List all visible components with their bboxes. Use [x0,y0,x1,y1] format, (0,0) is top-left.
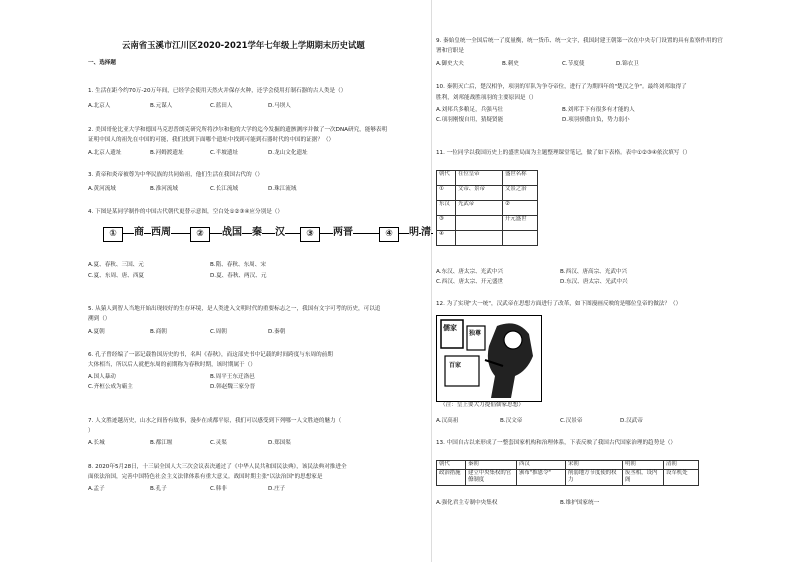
timeline-blank-3: ③ [300,227,320,242]
timeline-liangjin: 两晋 [333,227,353,238]
q4-option-a: A.夏、春秋、三国、元 [88,262,144,268]
q11-table [436,170,538,246]
cartoon-label-ru: 儒家 [443,324,457,332]
q3-option-c: C.长江流域 [210,186,239,192]
q11-table-cell [503,231,538,246]
q3-option-a: A.黄河流域 [88,186,116,192]
q9-option-c: C.节度使 [562,61,585,67]
question-4: 4. 下图是某同学制作的中国古代朝代更替示意图，空白处①②③④应分别是（） [88,209,283,215]
q11-table-cell [456,231,503,246]
q11-table-row [437,186,538,201]
q11-table-cell: 朝代 [437,171,456,186]
q13-table-cell: 宋朝 [566,461,623,470]
q12-option-b: B.汉文帝 [500,418,523,424]
q13-table-cell: 设军机处 [664,470,699,486]
q13-table-row [437,461,699,470]
q9-option-d: D.锦衣卫 [616,61,639,67]
q9-option-b: B.刺史 [502,61,519,67]
q11-table-row [437,231,538,246]
q12-option-c: C.汉景帝 [560,418,583,424]
q13-table-cell: 朝代 [437,461,466,470]
q1-option-c: C.蓝田人 [210,103,233,109]
q11-table-cell: 盛世名称 [503,171,538,186]
q6-option-b: B.周平王东迁洛邑 [210,374,255,380]
q10-option-a: A.刘邦兵多粮足，兵强马壮 [436,107,504,113]
q13-option-b: B.维护国家统一 [560,500,600,506]
column-divider [431,0,432,562]
question-11: 11. 一位同学以我国历史上的盛世局面为主题整理课堂笔记，做了如下表格。表中①②③④依次填写（） [436,150,691,156]
question-2-line2: 证明中国人的祖先在中国的可能，我们找到下面哪个遗址中找到可能到石器时代的中国的证据？（） [88,137,335,143]
timeline-shang: 商 [134,227,144,238]
q1-option-a: A.北京人 [88,103,111,109]
q13-table-cell: 颁布"推恩令" [517,470,566,486]
question-9-line1: 9. 秦始皇统一全国后统一了度量衡，统一货币、统一文字，我国封建王朝第一次在中央专门设置的具有监察作用的官 [436,38,723,44]
q5-option-d: D.秦朝 [268,329,286,335]
q1-option-b: B.元谋人 [150,103,173,109]
q6-option-d: D.韩赵魏三家分晋 [210,384,256,390]
question-13: 13. 中国自古以来形成了一整套国家机构和治理体系，下表反映了我国古代国家治理的趋势是（） [436,440,677,446]
q2-option-d: D.龙山文化遗址 [268,150,308,156]
question-8-line2: 面依法治国，完善中国特色社会主义法律体系有重大意义。战国时期主张"以法治国"的思想家是 [88,474,323,480]
q8-option-b: B.孔子 [150,486,167,492]
q11-table-cell: 文景之治 [503,186,538,201]
question-10-line2: 胜利，刘邦能战胜项羽的主要原因是（） [436,95,537,101]
q13-option-a: A.强化君主专制中央集权 [436,500,498,506]
q13-table-cell: 明朝 [623,461,664,470]
q11-option-c: C.西汉、唐太宗、开元盛世 [436,279,504,285]
q3-option-d: D.珠江流域 [268,186,297,192]
question-6-line2: 大体相当，所以后人就把东周的前期称为春秋时期，该时期属于（） [88,362,256,368]
emperor-face [504,331,522,349]
q13-table-cell: 西汉 [517,461,566,470]
q8-option-d: D.庄子 [268,486,286,492]
q13-table-cell: 废丞相，设内阁 [623,470,664,486]
exam-title: 云南省玉溪市江川区2020-2021学年七年级上学期期末历史试题 [122,40,365,50]
q11-table-cell: 在位皇帝 [456,171,503,186]
question-7-line2: ） [88,428,94,434]
question-6-line1: 6. 孔子曾经编了一部记载鲁国历史的书，名叫《春秋》，而这部史书中记载的时间跨度与东周的前期 [88,352,333,358]
timeline-qing: 清 [421,227,431,238]
q2-option-a: A.北京人遗址 [88,150,122,156]
question-1: 1. 生活在距今约70万-20万年间，已经学会使用天然火并保存火种，还学会使用打制石器的古人类是（） [88,88,347,94]
q6-option-c: C.齐桓公成为霸主 [88,384,133,390]
q12-option-a: A.汉高祖 [436,418,459,424]
timeline-han: 汉 [275,227,285,238]
q12-option-d: D.汉武帝 [620,418,643,424]
announcement-board [445,356,479,386]
q13-table-cell: 削弱地方节度使的权力 [566,470,623,486]
q1-option-d: D.马坝人 [268,103,291,109]
question-8-line1: 8. 2020年5月28日，十三届全国人大三次会议表决通过了《中华人民共和国民法典》，该民法典对推进全 [88,464,347,470]
question-5-line1: 5. 从猿人到智人当地开始出现较好的生存环境，是人类进入文明时代的重要标志之一，我国有文字可考的历史，可以追 [88,306,381,312]
question-10-line1: 10. 秦朝灭亡后，楚汉相争，项羽的军队为争夺帝位，进行了为期四年的"楚汉之争"。最终刘邦取得了 [436,84,687,90]
q7-option-c: C.灵渠 [210,440,227,446]
q7-option-d: D.郑国渠 [268,440,291,446]
q5-option-a: A.夏朝 [88,329,105,335]
timeline-blank-2: ② [190,227,210,242]
q5-option-b: B.商朝 [150,329,167,335]
q4-option-c: C.夏、东周、唐、西夏 [88,273,145,279]
q4-option-b: B.隋、春秋、东周、宋 [210,262,266,268]
q13-table-row [437,470,699,486]
q11-table-cell [456,216,503,231]
question-12: 12. 为了实现"大一统"，汉武帝在思想方面进行了改革，如下图漫画反映的是哪位皇帝的做法？（） [436,301,682,307]
q13-table [436,460,699,486]
q5-option-c: C.周朝 [210,329,227,335]
q2-option-b: B.河姆渡遗址 [150,150,184,156]
q11-option-b: B.西汉、唐高宗、光武中兴 [560,269,628,275]
q13-table-cell: 秦朝 [466,461,517,470]
q13-table-cell: 清朝 [664,461,699,470]
question-2-line1: 2. 美国哥伦比亚大学和德国马克思普朗克研究所将沙尔和他的大学的迄今发掘的遗骸测序并做了一次DNA研究，能够表明 [88,127,388,133]
q11-table-cell: 光武帝 [456,201,503,216]
timeline-blank-1: ① [103,227,123,242]
q11-table-cell: ② [503,201,538,216]
q8-option-a: A.孟子 [88,486,105,492]
section-heading: 一、选择题 [88,60,116,66]
q2-option-c: C.半坡遗址 [210,150,239,156]
q4-option-d: D.夏、春秋、两汉、元 [210,273,267,279]
question-9-line2: 署和官职是 [436,48,464,54]
timeline-blank-4: ④ [379,227,399,242]
q11-table-row [437,171,538,186]
q11-table-cell: 开元盛世 [503,216,538,231]
question-3: 3. 黄帝和炎帝被尊为中华民族的共同始祖，他们生活在我国古代的（） [88,172,263,178]
q11-table-cell: ③ [437,216,456,231]
q11-table-cell: ① [437,186,456,201]
q11-option-a: A.东汉、唐太宗、光武中兴 [436,269,504,275]
q11-table-row [437,216,538,231]
q7-option-a: A.长城 [88,440,105,446]
dynasty-timeline [103,222,433,252]
q8-option-c: C.韩非 [210,486,227,492]
timeline-zhanguo: 战国 [222,227,242,238]
timeline-ming: 明 [409,227,419,238]
q13-table-cell: 建立中央集权的官僚制度 [466,470,517,486]
cartoon-label-bai: 百家 [449,362,462,369]
q13-table-cell: 政治措施 [437,470,466,486]
q11-table-cell: 东汉 [437,201,456,216]
emperor-cartoon [436,315,542,402]
q10-option-d: D.项羽骄傲自负，势力弱小 [562,117,630,123]
q3-option-b: B.淮河流域 [150,186,178,192]
cartoon-label-du: 独尊 [469,330,482,337]
timeline-qin: 秦 [252,227,262,238]
q6-option-a: A.国人暴动 [88,374,116,380]
q12-caption: （注：皇上要大力提倡儒家思想） [440,402,524,408]
question-7-line1: 7. 人文胜迹越历史，山水之间皆有故事，漫步在成都平原，我们可以感受到下列哪一人文胜迹的魅力（ [88,418,342,424]
q11-table-row [437,201,538,216]
q11-option-d: D.东汉、唐太宗、光武中兴 [560,279,628,285]
q10-option-c: C.项羽刚愎自用，猜疑贤能 [436,117,504,123]
timeline-xizhou: 西周 [151,227,171,238]
q11-table-cell: 文帝、景帝 [456,186,503,201]
q10-option-b: B.刘邦手下有很多有才能的人 [562,107,635,113]
question-5-line2: 溯到（） [88,316,111,322]
q11-table-cell: ④ [437,231,456,246]
q7-option-b: B.都江堰 [150,440,173,446]
q9-option-a: A.御史大夫 [436,61,464,67]
